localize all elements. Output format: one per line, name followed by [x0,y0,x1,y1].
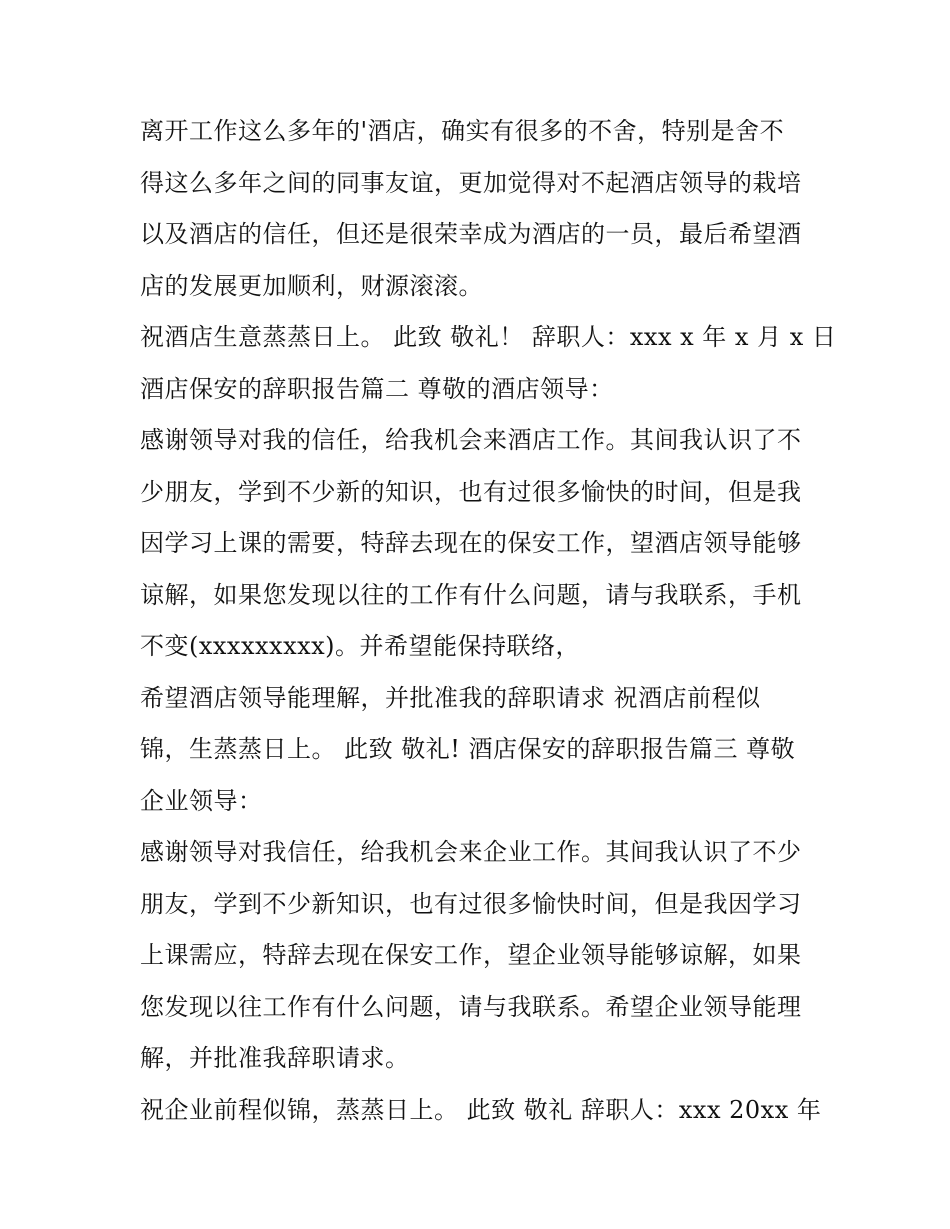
text-line: 解，并批准我辞职请求。 [140,1044,410,1072]
text-line: 少朋友，学到不少新的知识，也有过很多愉快的时间，但是我 [140,477,802,506]
text-line: 不变(xxxxxxxxx)。并希望能保持联络， [140,632,581,660]
text-line: 以及酒店的信任，但还是很荣幸成为酒店的一员，最后希望酒 [140,220,802,248]
text-line: 店的发展更加顺利，财源滚滚。 [140,271,483,300]
text-line: 得这么多年之间的同事友谊，更加觉得对不起酒店领导的栽培 [140,168,802,197]
text-line: 谅解，如果您发现以往的工作有什么问题，请与我联系，手机 [140,580,802,609]
text-line: 因学习上课的需要，特辞去现在的保安工作，望酒店领导能够 [140,529,802,557]
text-line: 朋友，学到不少新知识，也有过很多愉快时间，但是我因学习 [140,889,802,918]
text-line: 上课需应，特辞去现在保安工作，望企业领导能够谅解，如果 [140,941,802,969]
text-line: 您发现以往工作有什么问题，请与我联系。希望企业领导能理 [140,992,802,1021]
text-line: 感谢领导对我信任，给我机会来企业工作。其间我认识了不少 [140,838,802,866]
text-line: 锦，生蒸蒸日上。 此致 敬礼! 酒店保安的辞职报告篇三 尊敬 [140,735,796,763]
text-line: 祝企业前程似锦，蒸蒸日上。 此致 敬礼 辞职人：xxx 20xx 年 [140,1095,822,1124]
document-body [140,106,837,1136]
text-line: 希望酒店领导能理解，并批准我的辞职请求 祝酒店前程似 [140,683,761,712]
text-line: 企业领导： [140,786,263,815]
section-heading-line: 酒店保安的辞职报告篇二 尊敬的酒店领导： [140,374,614,403]
text-line: 感谢领导对我的信任，给我机会来酒店工作。其间我认识了不 [140,426,802,454]
text-line: 祝酒店生意蒸蒸日上。 此致 敬礼！ 辞职人：xxx x 年 x 月 x 日 [140,323,837,351]
text-line: 离开工作这么多年的'酒店，确实有很多的不舍，特别是舍不 [140,117,785,145]
